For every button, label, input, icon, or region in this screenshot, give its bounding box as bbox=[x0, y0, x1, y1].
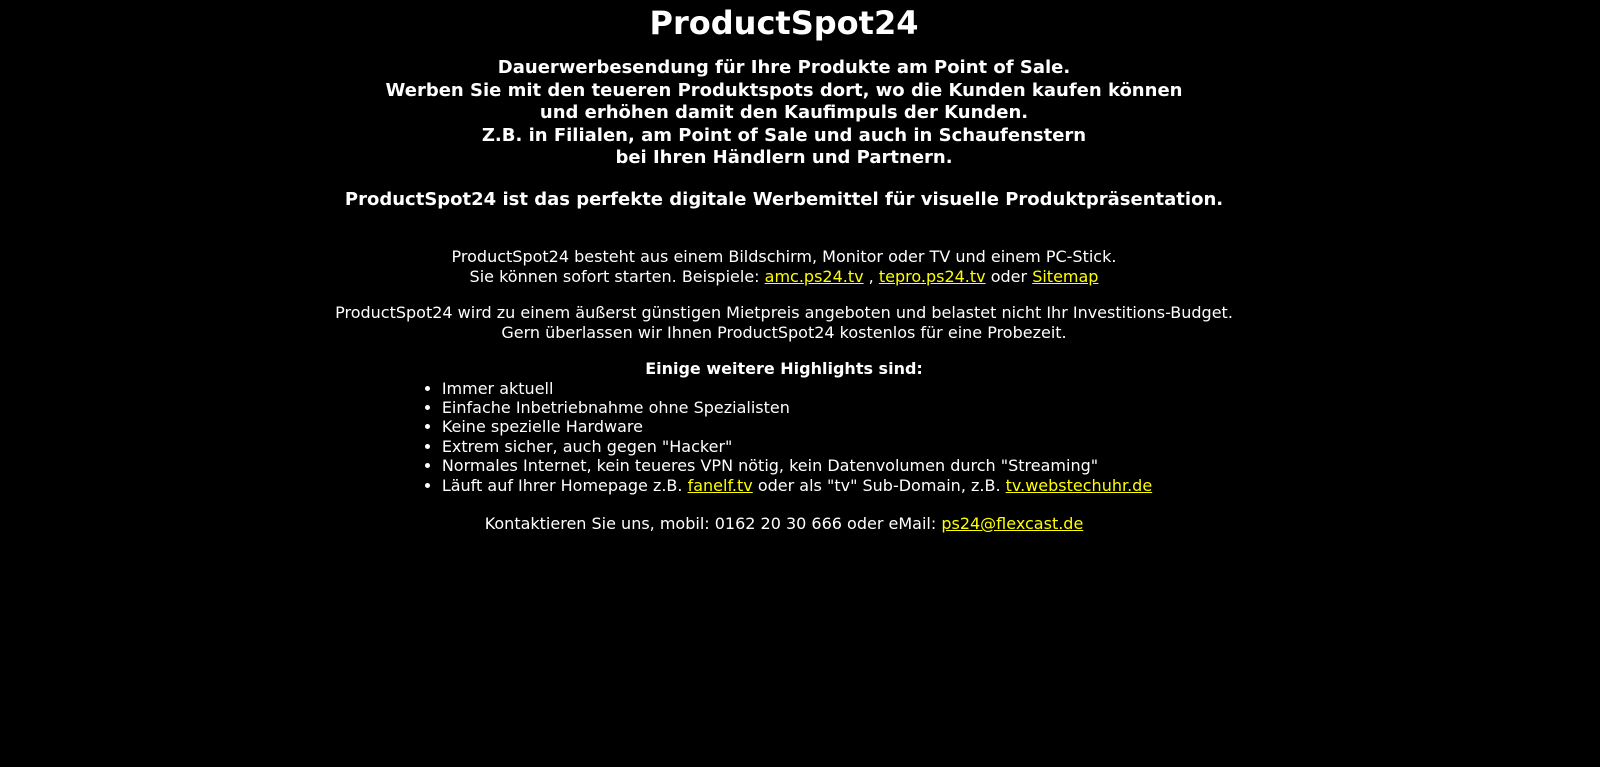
pricing-line: Gern überlassen wir Ihnen ProductSpot24 kostenlos für eine Probezeit. bbox=[501, 322, 1067, 342]
sitemap-link[interactable]: Sitemap bbox=[1032, 266, 1099, 286]
intro-line: und erhöhen damit den Kaufimpuls der Kunden. bbox=[539, 102, 1029, 123]
amc-ps24-link[interactable]: amc.ps24.tv bbox=[764, 266, 864, 286]
pricing-line: ProductSpot24 wird zu einem äußerst günstigen Mietpreis angeboten und belastet nicht Ihr Investitions-Budget. bbox=[335, 303, 1233, 322]
highlight-item: • Extrem sicher, auch gegen "Hacker" bbox=[442, 437, 1152, 456]
highlights-list bbox=[416, 379, 1152, 495]
setup-separator-comma: , bbox=[863, 266, 879, 286]
highlight-item: • Keine spezielle Hardware bbox=[442, 417, 1152, 436]
intro-line: Werben Sie mit den teueren Produktspots dort, wo die Kunden kaufen können bbox=[385, 79, 1183, 101]
highlight-item-homepage bbox=[442, 476, 1152, 495]
highlight-item: • Normales Internet, kein teueres VPN nötig, kein Datenvolumen durch "Streaming" bbox=[442, 456, 1152, 475]
highlights-section bbox=[0, 379, 1568, 496]
webstechuhr-link[interactable]: tv.webstechuhr.de bbox=[1005, 475, 1153, 495]
page-title: ProductSpot24 bbox=[649, 4, 919, 42]
intro-paragraph bbox=[0, 57, 1568, 170]
highlight-homepage-middle: oder als "tv" Sub-Domain, z.B. bbox=[752, 475, 1006, 495]
setup-line-2-prefix: Sie können sofort starten. Beispiele: bbox=[469, 266, 765, 286]
intro-line: Z.B. in Filialen, am Point of Sale und auch in Schaufenstern bbox=[481, 124, 1087, 146]
tagline: ProductSpot24 ist das perfekte digitale Werbemittel für visuelle Produktpräsentation. bbox=[344, 188, 1224, 210]
setup-separator-oder: oder bbox=[985, 266, 1033, 286]
highlight-homepage-prefix: Läuft auf Ihrer Homepage z.B. bbox=[441, 475, 688, 495]
contact-line bbox=[0, 514, 1568, 534]
email-link[interactable]: ps24@flexcast.de bbox=[941, 514, 1084, 534]
setup-line-2 bbox=[0, 267, 1568, 287]
setup-line-1: ProductSpot24 besteht aus einem Bildschirm, Monitor oder TV und einem PC-Stick. bbox=[451, 247, 1117, 266]
setup-paragraph bbox=[0, 247, 1568, 286]
fanelf-link[interactable]: fanelf.tv bbox=[687, 475, 753, 495]
pricing-paragraph bbox=[0, 303, 1568, 342]
tepro-ps24-link[interactable]: tepro.ps24.tv bbox=[878, 266, 986, 286]
highlights-heading: Einige weitere Highlights sind: bbox=[645, 359, 923, 378]
intro-line: Dauerwerbesendung für Ihre Produkte am Point of Sale. bbox=[497, 57, 1071, 78]
highlight-item: • Einfache Inbetriebnahme ohne Spezialisten bbox=[442, 398, 1152, 417]
intro-line: bei Ihren Händlern und Partnern. bbox=[615, 147, 953, 168]
contact-prefix: Kontaktieren Sie uns, mobil: 0162 20 30 666 oder eMail: bbox=[484, 514, 942, 534]
highlight-item: • Immer aktuell bbox=[442, 379, 1152, 398]
